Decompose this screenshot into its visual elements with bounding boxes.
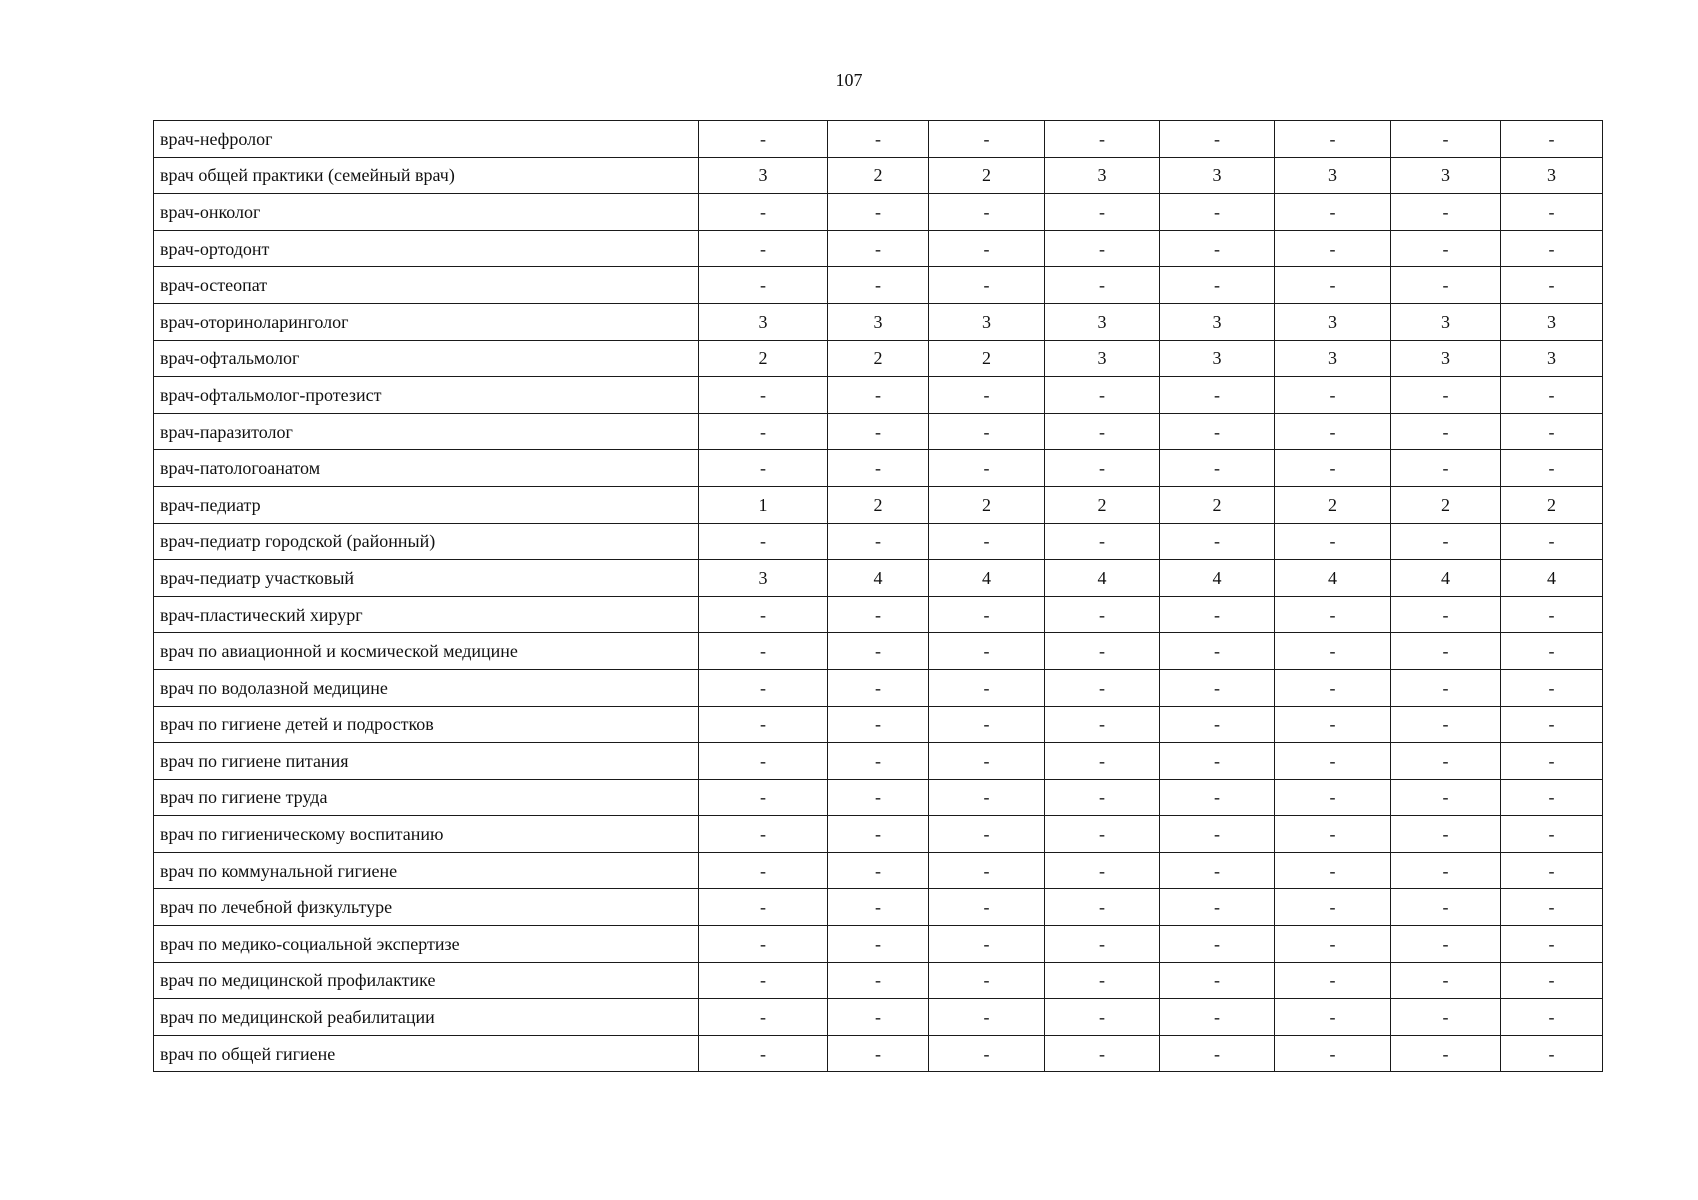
value-cell: 2	[828, 340, 929, 377]
value-cell: -	[1275, 633, 1391, 670]
value-cell: -	[1160, 962, 1275, 999]
table-row	[154, 413, 1603, 450]
value-cell: -	[1045, 743, 1160, 780]
value-cell: -	[1391, 121, 1501, 158]
specialty-name-cell: врач по медицинской реабилитации	[154, 999, 699, 1036]
specialty-name-cell: врач-нефролог	[154, 121, 699, 158]
value-cell: -	[1160, 121, 1275, 158]
value-cell: 3	[1391, 157, 1501, 194]
value-cell: -	[1275, 743, 1391, 780]
specialty-name-cell: врач-ортодонт	[154, 230, 699, 267]
value-cell: -	[929, 121, 1045, 158]
value-cell: -	[1501, 230, 1603, 267]
value-cell: 4	[1275, 560, 1391, 597]
value-cell: -	[1160, 450, 1275, 487]
value-cell: -	[828, 450, 929, 487]
value-cell: -	[1045, 779, 1160, 816]
value-cell: -	[828, 852, 929, 889]
table-row	[154, 450, 1603, 487]
value-cell: -	[929, 926, 1045, 963]
value-cell: -	[1391, 377, 1501, 414]
value-cell: -	[828, 523, 929, 560]
value-cell: -	[1501, 377, 1603, 414]
value-cell: -	[1391, 450, 1501, 487]
table-body	[154, 121, 1603, 1072]
value-cell: -	[929, 267, 1045, 304]
value-cell: -	[1045, 926, 1160, 963]
value-cell: -	[1160, 889, 1275, 926]
value-cell: -	[1045, 450, 1160, 487]
specialty-name-cell: врач по гигиене детей и подростков	[154, 706, 699, 743]
value-cell: -	[1275, 779, 1391, 816]
value-cell: -	[1160, 523, 1275, 560]
value-cell: -	[1160, 377, 1275, 414]
value-cell: -	[1391, 1035, 1501, 1072]
value-cell: -	[1391, 816, 1501, 853]
value-cell: -	[1275, 377, 1391, 414]
value-cell: -	[1275, 596, 1391, 633]
value-cell: -	[699, 743, 828, 780]
table-row	[154, 267, 1603, 304]
value-cell: 3	[1501, 303, 1603, 340]
value-cell: -	[828, 377, 929, 414]
value-cell: 2	[1045, 486, 1160, 523]
value-cell: -	[1275, 413, 1391, 450]
specialty-name-cell: врач по лечебной физкультуре	[154, 889, 699, 926]
value-cell: -	[1391, 523, 1501, 560]
value-cell: -	[1275, 523, 1391, 560]
value-cell: 3	[1045, 340, 1160, 377]
value-cell: -	[1501, 962, 1603, 999]
value-cell: 4	[1391, 560, 1501, 597]
value-cell: -	[929, 889, 1045, 926]
value-cell: 3	[929, 303, 1045, 340]
table-row	[154, 743, 1603, 780]
value-cell: -	[699, 633, 828, 670]
specialty-name-cell: врач по водолазной медицине	[154, 669, 699, 706]
value-cell: -	[699, 413, 828, 450]
value-cell: -	[929, 779, 1045, 816]
table-row	[154, 852, 1603, 889]
value-cell: -	[1160, 596, 1275, 633]
value-cell: -	[828, 926, 929, 963]
value-cell: -	[699, 377, 828, 414]
value-cell: 2	[1275, 486, 1391, 523]
value-cell: 3	[1160, 340, 1275, 377]
value-cell: -	[929, 962, 1045, 999]
value-cell: -	[1275, 962, 1391, 999]
specialty-name-cell: врач по общей гигиене	[154, 1035, 699, 1072]
specialty-name-cell: врач-паразитолог	[154, 413, 699, 450]
value-cell: -	[828, 267, 929, 304]
table-row	[154, 157, 1603, 194]
value-cell: -	[1275, 669, 1391, 706]
table-row	[154, 889, 1603, 926]
value-cell: -	[1160, 779, 1275, 816]
value-cell: -	[828, 962, 929, 999]
value-cell: -	[1160, 230, 1275, 267]
value-cell: 3	[1275, 157, 1391, 194]
specialty-name-cell: врач-остеопат	[154, 267, 699, 304]
value-cell: 3	[1045, 303, 1160, 340]
value-cell: -	[1045, 816, 1160, 853]
value-cell: -	[699, 889, 828, 926]
value-cell: -	[828, 889, 929, 926]
value-cell: -	[828, 816, 929, 853]
value-cell: -	[929, 596, 1045, 633]
value-cell: -	[699, 450, 828, 487]
value-cell: -	[1160, 706, 1275, 743]
value-cell: -	[699, 1035, 828, 1072]
value-cell: -	[1160, 267, 1275, 304]
value-cell: -	[1045, 267, 1160, 304]
value-cell: 2	[929, 486, 1045, 523]
table-row	[154, 1035, 1603, 1072]
value-cell: -	[1275, 706, 1391, 743]
value-cell: -	[1045, 121, 1160, 158]
value-cell: -	[828, 779, 929, 816]
value-cell: -	[1501, 596, 1603, 633]
value-cell: -	[1275, 889, 1391, 926]
value-cell: -	[1045, 377, 1160, 414]
value-cell: 3	[1391, 340, 1501, 377]
value-cell: 2	[1501, 486, 1603, 523]
value-cell: 3	[1045, 157, 1160, 194]
value-cell: -	[1391, 926, 1501, 963]
value-cell: -	[1391, 669, 1501, 706]
specialty-name-cell: врач по гигиене питания	[154, 743, 699, 780]
value-cell: -	[699, 999, 828, 1036]
specialty-name-cell: врач-онколог	[154, 194, 699, 231]
value-cell: -	[1275, 230, 1391, 267]
table-row	[154, 706, 1603, 743]
value-cell: -	[828, 194, 929, 231]
value-cell: -	[1160, 926, 1275, 963]
value-cell: -	[699, 121, 828, 158]
value-cell: -	[929, 999, 1045, 1036]
value-cell: -	[1501, 121, 1603, 158]
value-cell: -	[699, 230, 828, 267]
value-cell: -	[1045, 962, 1160, 999]
value-cell: -	[1045, 633, 1160, 670]
value-cell: 4	[1501, 560, 1603, 597]
value-cell: -	[929, 852, 1045, 889]
value-cell: -	[699, 523, 828, 560]
value-cell: -	[1045, 852, 1160, 889]
table-row	[154, 377, 1603, 414]
value-cell: 1	[699, 486, 828, 523]
table-row	[154, 340, 1603, 377]
value-cell: 3	[1391, 303, 1501, 340]
page-number: 107	[835, 70, 863, 90]
specialty-name-cell: врач-педиатр участковый	[154, 560, 699, 597]
specialty-name-cell: врач-пластический хирург	[154, 596, 699, 633]
value-cell: 2	[699, 340, 828, 377]
value-cell: -	[1160, 669, 1275, 706]
value-cell: -	[828, 706, 929, 743]
value-cell: -	[699, 926, 828, 963]
value-cell: -	[828, 121, 929, 158]
value-cell: -	[1275, 450, 1391, 487]
value-cell: -	[1501, 852, 1603, 889]
value-cell: -	[699, 779, 828, 816]
value-cell: -	[929, 230, 1045, 267]
specialty-name-cell: врач по гигиене труда	[154, 779, 699, 816]
table-row	[154, 121, 1603, 158]
value-cell: -	[1501, 999, 1603, 1036]
table-row	[154, 303, 1603, 340]
value-cell: -	[929, 194, 1045, 231]
specialty-name-cell: врач-педиатр	[154, 486, 699, 523]
value-cell: 3	[1501, 157, 1603, 194]
table-row	[154, 926, 1603, 963]
value-cell: -	[1501, 450, 1603, 487]
value-cell: -	[1501, 523, 1603, 560]
value-cell: -	[929, 669, 1045, 706]
value-cell: -	[699, 706, 828, 743]
specialty-name-cell: врач по гигиеническому воспитанию	[154, 816, 699, 853]
value-cell: 3	[828, 303, 929, 340]
value-cell: -	[1391, 852, 1501, 889]
value-cell: 2	[828, 157, 929, 194]
specialty-name-cell: врач-педиатр городской (районный)	[154, 523, 699, 560]
value-cell: 2	[929, 340, 1045, 377]
value-cell: -	[1275, 121, 1391, 158]
specialty-name-cell: врач по авиационной и космической медицине	[154, 633, 699, 670]
value-cell: -	[1501, 669, 1603, 706]
value-cell: -	[1391, 962, 1501, 999]
specialty-name-cell: врач по медико-социальной экспертизе	[154, 926, 699, 963]
value-cell: -	[1391, 743, 1501, 780]
value-cell: -	[1501, 194, 1603, 231]
value-cell: 3	[699, 157, 828, 194]
value-cell: -	[1160, 743, 1275, 780]
value-cell: 3	[699, 560, 828, 597]
value-cell: -	[828, 669, 929, 706]
value-cell: -	[929, 413, 1045, 450]
specialty-name-cell: врач общей практики (семейный врач)	[154, 157, 699, 194]
specialty-name-cell: врач по медицинской профилактике	[154, 962, 699, 999]
value-cell: 3	[1160, 303, 1275, 340]
value-cell: -	[929, 816, 1045, 853]
value-cell: -	[828, 596, 929, 633]
value-cell: -	[1045, 889, 1160, 926]
specialty-name-cell: врач-оториноларинголог	[154, 303, 699, 340]
value-cell: -	[1391, 779, 1501, 816]
value-cell: -	[828, 230, 929, 267]
value-cell: 4	[1160, 560, 1275, 597]
table-row	[154, 633, 1603, 670]
value-cell: -	[1160, 633, 1275, 670]
value-cell: 4	[929, 560, 1045, 597]
value-cell: -	[699, 669, 828, 706]
value-cell: -	[929, 706, 1045, 743]
table-row	[154, 486, 1603, 523]
value-cell: -	[1501, 706, 1603, 743]
table-row	[154, 999, 1603, 1036]
value-cell: -	[828, 413, 929, 450]
value-cell: -	[1160, 852, 1275, 889]
table-row	[154, 669, 1603, 706]
value-cell: -	[1501, 779, 1603, 816]
value-cell: -	[1045, 999, 1160, 1036]
value-cell: 2	[828, 486, 929, 523]
table-row	[154, 523, 1603, 560]
value-cell: -	[1045, 194, 1160, 231]
value-cell: -	[1160, 816, 1275, 853]
value-cell: -	[1501, 413, 1603, 450]
table-row	[154, 816, 1603, 853]
value-cell: -	[1391, 230, 1501, 267]
value-cell: -	[1391, 413, 1501, 450]
value-cell: -	[699, 267, 828, 304]
value-cell: -	[1391, 267, 1501, 304]
value-cell: -	[1501, 633, 1603, 670]
table-row	[154, 779, 1603, 816]
value-cell: 3	[1275, 340, 1391, 377]
specialty-name-cell: врач-офтальмолог-протезист	[154, 377, 699, 414]
value-cell: -	[699, 596, 828, 633]
value-cell: -	[1275, 999, 1391, 1036]
value-cell: -	[1160, 194, 1275, 231]
value-cell: -	[929, 633, 1045, 670]
value-cell: -	[1275, 816, 1391, 853]
value-cell: -	[1275, 852, 1391, 889]
table-row	[154, 560, 1603, 597]
value-cell: -	[1045, 1035, 1160, 1072]
table-row	[154, 230, 1603, 267]
value-cell: -	[1045, 523, 1160, 560]
table-row	[154, 962, 1603, 999]
value-cell: -	[929, 377, 1045, 414]
value-cell: -	[699, 852, 828, 889]
value-cell: -	[699, 816, 828, 853]
value-cell: 4	[828, 560, 929, 597]
value-cell: 2	[1160, 486, 1275, 523]
specialty-name-cell: врач-офтальмолог	[154, 340, 699, 377]
value-cell: -	[1391, 706, 1501, 743]
value-cell: -	[1045, 413, 1160, 450]
value-cell: -	[1501, 816, 1603, 853]
value-cell: -	[1501, 926, 1603, 963]
staff-table	[153, 120, 1603, 1072]
value-cell: -	[1391, 633, 1501, 670]
value-cell: -	[929, 1035, 1045, 1072]
value-cell: -	[1391, 194, 1501, 231]
value-cell: -	[1160, 413, 1275, 450]
value-cell: -	[1045, 669, 1160, 706]
value-cell: -	[1045, 706, 1160, 743]
value-cell: 2	[1391, 486, 1501, 523]
value-cell: 4	[1045, 560, 1160, 597]
value-cell: -	[1391, 999, 1501, 1036]
value-cell: -	[1501, 743, 1603, 780]
value-cell: 3	[1160, 157, 1275, 194]
value-cell: -	[1045, 596, 1160, 633]
value-cell: -	[828, 999, 929, 1036]
table-row	[154, 596, 1603, 633]
value-cell: 3	[699, 303, 828, 340]
value-cell: 3	[1501, 340, 1603, 377]
value-cell: -	[1391, 596, 1501, 633]
value-cell: -	[1275, 926, 1391, 963]
table-row	[154, 194, 1603, 231]
value-cell: -	[1045, 230, 1160, 267]
value-cell: -	[929, 450, 1045, 487]
value-cell: 3	[1275, 303, 1391, 340]
value-cell: -	[1501, 1035, 1603, 1072]
value-cell: -	[1275, 194, 1391, 231]
value-cell: -	[1160, 1035, 1275, 1072]
value-cell: -	[929, 743, 1045, 780]
value-cell: -	[1391, 889, 1501, 926]
value-cell: -	[1501, 889, 1603, 926]
value-cell: -	[1160, 999, 1275, 1036]
value-cell: -	[1275, 1035, 1391, 1072]
value-cell: -	[1501, 267, 1603, 304]
value-cell: -	[828, 633, 929, 670]
specialty-name-cell: врач по коммунальной гигиене	[154, 852, 699, 889]
value-cell: -	[1275, 267, 1391, 304]
value-cell: -	[699, 194, 828, 231]
specialty-name-cell: врач-патологоанатом	[154, 450, 699, 487]
value-cell: -	[929, 523, 1045, 560]
value-cell: -	[828, 1035, 929, 1072]
value-cell: 2	[929, 157, 1045, 194]
value-cell: -	[699, 962, 828, 999]
value-cell: -	[828, 743, 929, 780]
